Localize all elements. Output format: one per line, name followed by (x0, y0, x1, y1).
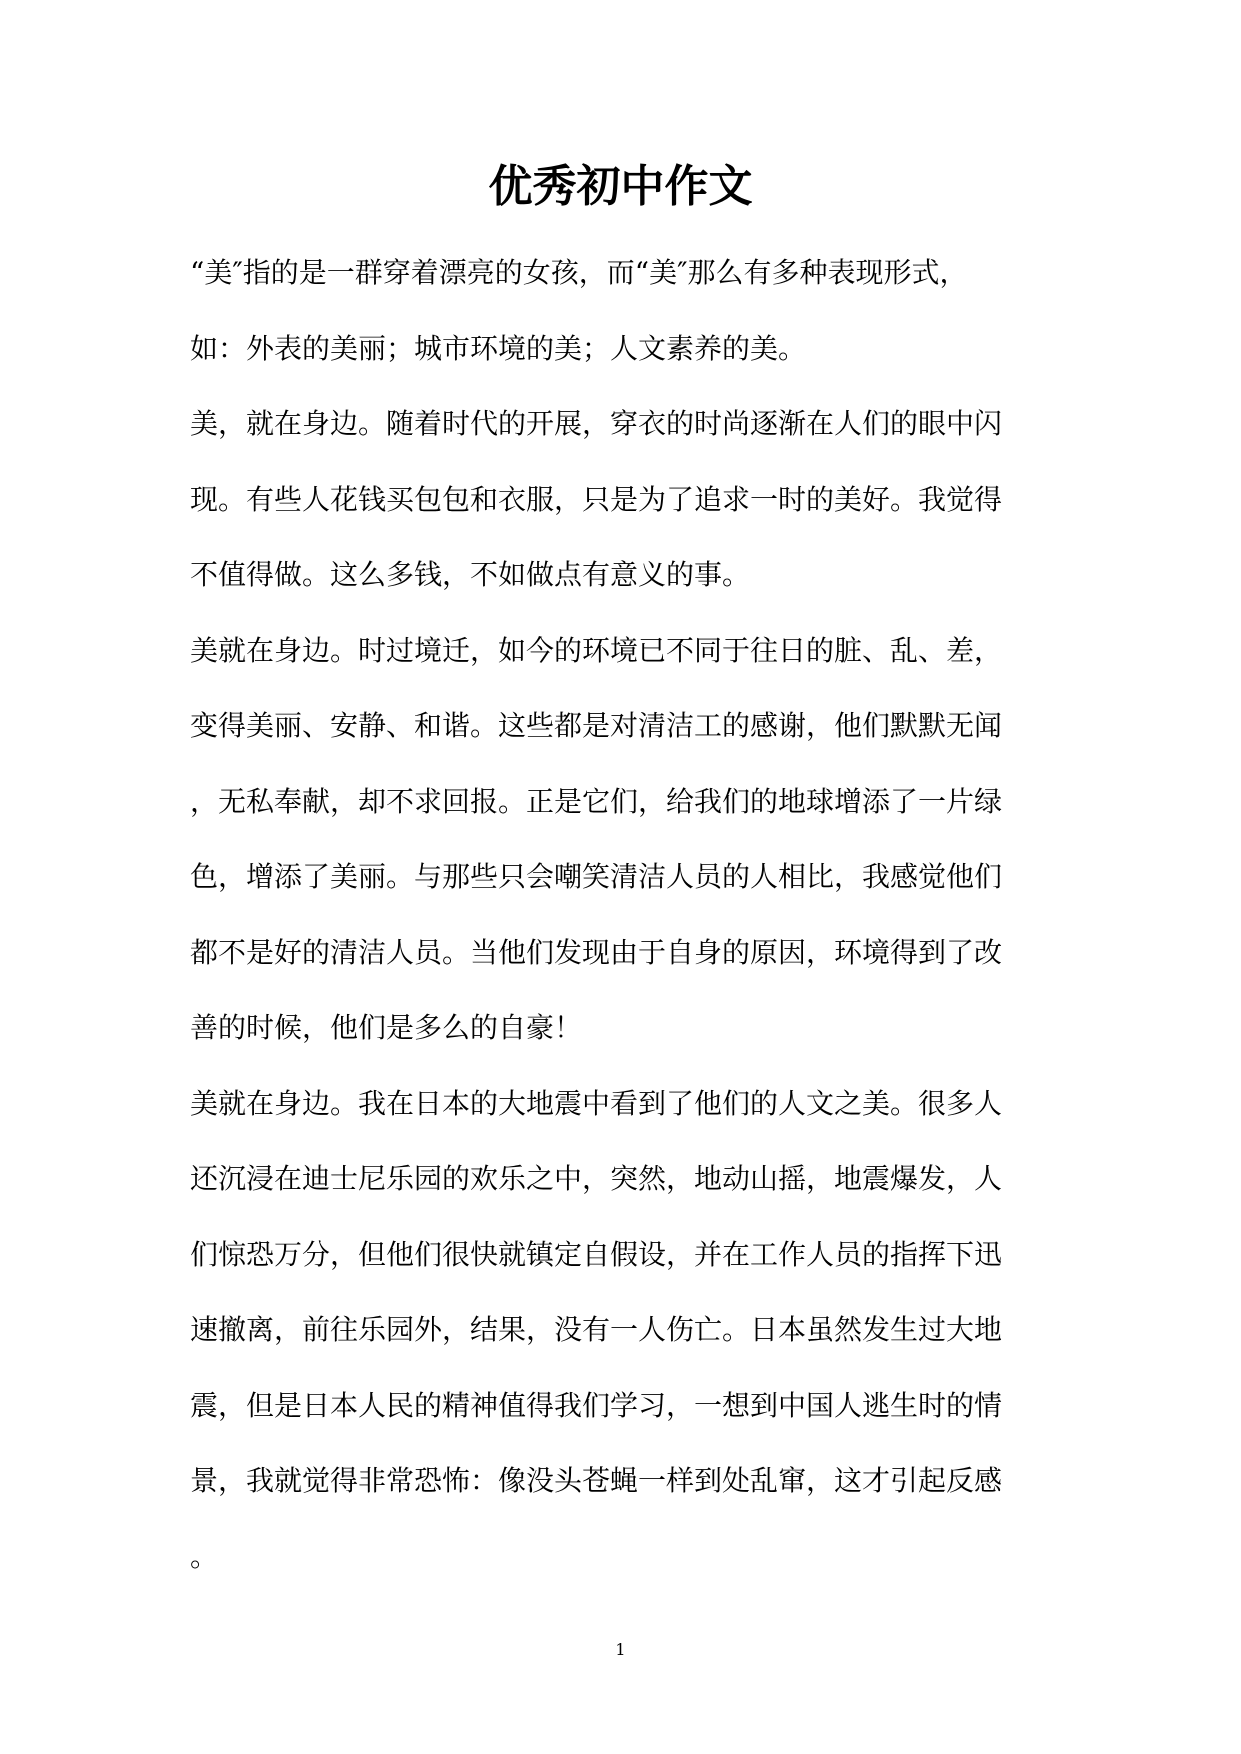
text-line: 震，但是日本人民的精神值得我们学习，一想到中国人逃生时的情 (190, 1388, 1003, 1422)
text-line: 。 (190, 1539, 219, 1573)
text-line: 还沉浸在迪士尼乐园的欢乐之中，突然，地动山摇，地震爆发，人 (190, 1162, 1003, 1195)
text-line: 美，就在身边。随着时代的开展，穿衣的时尚逐渐在人们的眼中闪 (190, 407, 1003, 440)
text-line: 不值得做。这么多钱，不如做点有意义的事。 (190, 558, 751, 591)
text-line: 景，我就觉得非常恐怖：像没头苍蝇一样到处乱窜，这才引起反感 (190, 1464, 1003, 1497)
text-line: 都不是好的清洁人员。当他们发现由于自身的原因，环境得到了改 (190, 935, 1003, 969)
essay-body (190, 235, 1040, 1594)
text-line: 变得美丽、安静、和谐。这些都是对清洁工的感谢，他们默默无闻 (190, 709, 1003, 742)
text-line: 善的时候，他们是多么的自豪！ (190, 1011, 583, 1044)
text-line: 现。有些人花钱买包包和衣服，只是为了追求一时的美好。我觉得 (190, 482, 1003, 516)
text-line: 速撤离，前往乐园外，结果，没有一人伤亡。日本虽然发生过大地 (190, 1313, 1003, 1346)
text-line: 们惊恐万分，但他们很快就镇定自假设，并在工作人员的指挥下迅 (190, 1237, 1003, 1271)
text-line: 如：外表的美丽；城市环境的美；人文素养的美。 (190, 331, 807, 365)
document-title: 优秀初中作文 (488, 161, 753, 212)
text-line: ，无私奉献，却不求回报。正是它们，给我们的地球增添了一片绿 (190, 784, 1003, 818)
text-line: 美就在身边。我在日本的大地震中看到了他们的人文之美。很多人 (190, 1086, 1003, 1120)
text-line: 色，增添了美丽。与那些只会嘲笑清洁人员的人相比，我感觉他们 (190, 860, 1003, 893)
page-number: 1 (615, 1640, 626, 1659)
text-line: 美就在身边。时过境迁，如今的环境已不同于往日的脏、乱、差， (190, 633, 1003, 667)
text-line: “美″指的是一群穿着漂亮的女孩，而“美″那么有多种表现形式， (190, 256, 968, 289)
